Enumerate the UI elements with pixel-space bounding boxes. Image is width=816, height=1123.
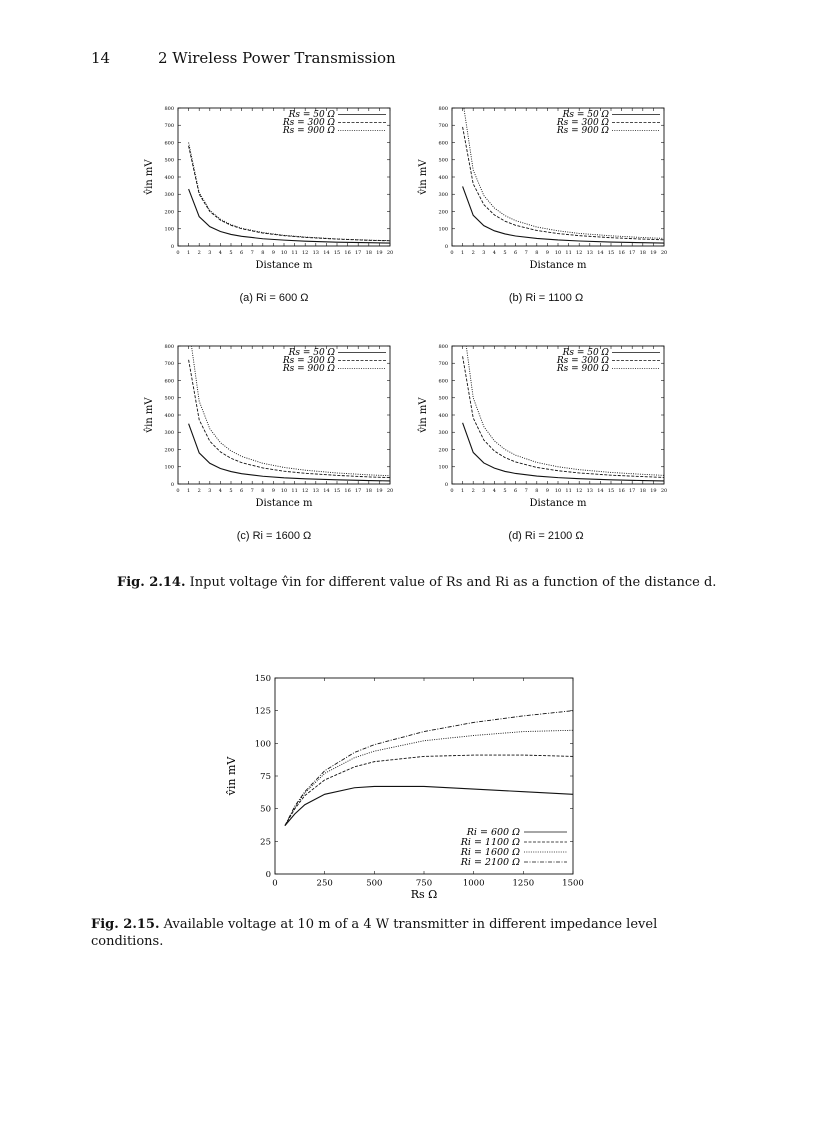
series-line-2 <box>463 127 664 240</box>
series-line-2 <box>285 755 573 826</box>
x-tick-label: 16 <box>618 488 625 494</box>
x-tick-label: 0 <box>176 250 180 256</box>
x-tick-label: 9 <box>545 250 549 256</box>
x-tick-label: 16 <box>618 250 625 256</box>
subplot-a <box>138 100 400 275</box>
x-tick-label: 3 <box>482 488 486 494</box>
figure-2-14-text: Input voltage v̂in for different value of Rs and Ri as a function of the distance d. <box>189 575 717 590</box>
y-tick-label: 300 <box>438 192 448 198</box>
chart-c <box>138 338 400 513</box>
y-tick-label: 25 <box>260 837 271 848</box>
x-tick-label: 3 <box>208 488 212 494</box>
x-tick-label: 19 <box>376 488 383 494</box>
y-tick-label: 100 <box>164 464 174 471</box>
x-tick-label: 18 <box>365 488 372 494</box>
x-tick-label: 11 <box>565 488 572 494</box>
subcaption-d: (d) Ri = 2100 Ω <box>508 530 584 542</box>
y-tick-label: 500 <box>164 395 174 402</box>
y-tick-label: 600 <box>164 378 174 385</box>
legend <box>282 348 386 374</box>
y-tick-label: 100 <box>164 226 174 233</box>
x-tick-label: 10 <box>554 488 562 494</box>
x-tick-label: 10 <box>554 250 562 256</box>
legend-label: Rs = 50 Ω <box>288 110 335 120</box>
y-tick-label: 300 <box>164 192 174 198</box>
subcaption-b: (b) Ri = 1100 Ω <box>508 292 584 304</box>
x-tick-label: 1 <box>187 488 191 494</box>
series-line-1 <box>463 423 664 481</box>
x-tick-label: 1 <box>187 250 191 256</box>
legend-label: Rs = 900 Ω <box>282 126 335 136</box>
figure-2-15-caption <box>91 916 731 950</box>
figure-2-14-caption <box>117 574 717 591</box>
legend <box>460 827 567 868</box>
x-tick-label: 12 <box>576 488 583 494</box>
x-tick-label: 1000 <box>462 878 485 889</box>
y-tick-label: 800 <box>438 343 448 350</box>
legend <box>282 110 386 136</box>
y-tick-label: 800 <box>164 343 174 350</box>
x-tick-label: 7 <box>250 250 254 256</box>
x-tick-label: 2 <box>471 250 475 256</box>
chart-a <box>138 100 400 275</box>
x-tick-label: 14 <box>323 250 330 256</box>
x-axis-label: Distance m <box>255 498 313 509</box>
y-tick-label: 300 <box>164 430 174 436</box>
y-tick-label: 200 <box>164 209 174 216</box>
x-tick-label: 1 <box>461 250 465 256</box>
x-tick-label: 15 <box>333 250 341 256</box>
x-axis-label: Rs Ω <box>410 888 438 901</box>
x-tick-label: 3 <box>482 250 486 256</box>
x-tick-label: 9 <box>271 250 275 256</box>
x-tick-label: 7 <box>250 488 254 494</box>
y-tick-label: 0 <box>170 243 174 250</box>
page-number: 14 <box>91 49 111 67</box>
x-tick-label: 6 <box>514 488 518 494</box>
x-tick-label: 19 <box>650 250 657 256</box>
x-tick-label: 0 <box>450 250 454 256</box>
y-tick-label: 600 <box>164 140 174 147</box>
legend-label: Ri = 2100 Ω <box>460 857 520 868</box>
y-tick-label: 700 <box>164 123 174 129</box>
x-tick-label: 4 <box>218 488 222 494</box>
series-line-2 <box>463 356 664 477</box>
y-axis-label: v̂in mV <box>418 397 429 433</box>
y-tick-label: 500 <box>164 157 174 164</box>
x-tick-label: 13 <box>586 488 593 494</box>
x-tick-label: 8 <box>535 250 539 256</box>
x-tick-label: 19 <box>650 488 657 494</box>
y-tick-label: 0 <box>444 481 448 488</box>
y-tick-label: 800 <box>438 105 448 112</box>
series-line-2 <box>189 146 390 241</box>
series-line-1 <box>285 786 573 825</box>
x-tick-label: 1250 <box>512 878 535 889</box>
x-tick-label: 14 <box>597 250 604 256</box>
x-tick-label: 6 <box>514 250 518 256</box>
subplot-d <box>412 338 674 513</box>
plot-area <box>438 344 667 494</box>
x-tick-label: 10 <box>280 488 288 494</box>
y-tick-label: 0 <box>170 481 174 488</box>
x-tick-label: 12 <box>576 250 583 256</box>
legend-label: Rs = 900 Ω <box>556 126 609 136</box>
figure-2-15-text: Available voltage at 10 m of a 4 W transmitter in different impedance level conditions. <box>91 917 658 949</box>
series-line-1 <box>189 424 390 481</box>
x-tick-label: 12 <box>302 488 309 494</box>
x-tick-label: 13 <box>586 250 593 256</box>
y-tick-label: 0 <box>265 869 271 880</box>
x-tick-label: 13 <box>312 488 319 494</box>
x-tick-label: 2 <box>197 488 201 494</box>
plot-area <box>255 674 584 889</box>
series-line-1 <box>189 189 390 243</box>
y-tick-label: 300 <box>438 430 448 436</box>
y-tick-label: 600 <box>438 140 448 147</box>
legend-label: Rs = 900 Ω <box>556 364 609 374</box>
x-tick-label: 18 <box>639 250 646 256</box>
x-tick-label: 6 <box>240 488 244 494</box>
x-tick-label: 0 <box>450 488 454 494</box>
x-tick-label: 13 <box>312 250 319 256</box>
x-tick-label: 2 <box>197 250 201 256</box>
y-tick-label: 125 <box>254 706 271 717</box>
y-tick-label: 800 <box>164 105 174 112</box>
legend-label: Rs = 300 Ω <box>282 356 335 366</box>
x-tick-label: 20 <box>660 250 668 256</box>
figure-2-14-label: Fig. 2.14. <box>117 575 186 590</box>
x-tick-label: 20 <box>386 250 394 256</box>
subcaption-a: (a) Ri = 600 Ω <box>239 292 309 304</box>
legend <box>556 110 660 136</box>
y-tick-label: 600 <box>438 378 448 385</box>
x-tick-label: 11 <box>565 250 572 256</box>
y-axis-label: v̂in mV <box>144 159 155 195</box>
legend <box>556 348 660 374</box>
subplot-b <box>412 100 674 275</box>
legend-label: Rs = 50 Ω <box>562 110 609 120</box>
legend-label: Rs = 300 Ω <box>282 118 335 128</box>
series-line-2 <box>189 360 390 478</box>
x-tick-label: 750 <box>415 878 433 889</box>
x-tick-label: 9 <box>545 488 549 494</box>
legend-label: Ri = 600 Ω <box>466 827 520 838</box>
x-tick-label: 5 <box>229 488 233 494</box>
page-header <box>0 49 816 71</box>
series-group <box>463 318 664 481</box>
x-axis-label: Distance m <box>255 260 313 271</box>
x-tick-label: 8 <box>261 250 265 256</box>
y-tick-label: 700 <box>164 361 174 367</box>
x-tick-label: 11 <box>291 250 298 256</box>
figure-2-15-plot <box>220 670 590 900</box>
x-tick-label: 17 <box>355 250 362 256</box>
x-axis-label: Distance m <box>529 260 587 271</box>
y-tick-label: 0 <box>444 243 448 250</box>
x-tick-label: 0 <box>272 878 278 889</box>
y-tick-label: 200 <box>438 209 448 216</box>
y-tick-label: 150 <box>254 673 271 684</box>
x-tick-label: 6 <box>240 250 244 256</box>
y-axis-label: v̂in mV <box>418 159 429 195</box>
x-tick-label: 7 <box>524 250 528 256</box>
x-tick-label: 12 <box>302 250 309 256</box>
x-tick-label: 9 <box>271 488 275 494</box>
y-tick-label: 400 <box>164 412 174 419</box>
x-tick-label: 20 <box>660 488 668 494</box>
legend-label: Rs = 300 Ω <box>556 356 609 366</box>
x-tick-label: 5 <box>229 250 233 256</box>
y-tick-label: 400 <box>164 174 174 181</box>
y-axis-label: v̂in mV <box>144 397 155 433</box>
y-tick-label: 200 <box>438 447 448 454</box>
x-tick-label: 8 <box>535 488 539 494</box>
subplot-c <box>138 338 400 513</box>
x-tick-label: 1 <box>461 488 465 494</box>
x-tick-label: 15 <box>607 250 615 256</box>
legend-label: Rs = 300 Ω <box>556 118 609 128</box>
series-group <box>189 142 390 243</box>
x-tick-label: 7 <box>524 488 528 494</box>
x-tick-label: 16 <box>344 488 351 494</box>
x-tick-label: 0 <box>176 488 180 494</box>
x-tick-label: 5 <box>503 250 507 256</box>
x-tick-label: 1500 <box>562 878 584 889</box>
x-tick-label: 19 <box>376 250 383 256</box>
x-tick-label: 250 <box>316 878 333 889</box>
legend-label: Ri = 1100 Ω <box>460 837 520 848</box>
x-tick-label: 4 <box>218 250 222 256</box>
x-tick-label: 15 <box>607 488 615 494</box>
x-tick-label: 4 <box>492 250 496 256</box>
x-tick-label: 14 <box>323 488 330 494</box>
x-tick-label: 5 <box>503 488 507 494</box>
legend-label: Ri = 1600 Ω <box>460 847 520 858</box>
y-tick-label: 400 <box>438 412 448 419</box>
legend-label: Rs = 50 Ω <box>562 348 609 358</box>
subcaption-c: (c) Ri = 1600 Ω <box>236 530 312 542</box>
x-tick-label: 14 <box>597 488 604 494</box>
x-tick-label: 17 <box>355 488 362 494</box>
x-tick-label: 500 <box>366 878 383 889</box>
x-tick-label: 3 <box>208 250 212 256</box>
y-tick-label: 100 <box>254 739 271 750</box>
y-tick-label: 400 <box>438 174 448 181</box>
x-tick-label: 20 <box>386 488 394 494</box>
y-tick-label: 50 <box>260 804 271 815</box>
x-tick-label: 8 <box>261 488 265 494</box>
x-tick-label: 15 <box>333 488 341 494</box>
y-axis-label: v̂in mV <box>225 756 238 796</box>
x-axis-label: Distance m <box>529 498 587 509</box>
y-tick-label: 500 <box>438 395 448 402</box>
y-tick-label: 700 <box>438 123 448 129</box>
y-tick-label: 500 <box>438 157 448 164</box>
figure-2-15-label: Fig. 2.15. <box>91 917 160 932</box>
series-line-4 <box>285 711 573 826</box>
y-tick-label: 100 <box>438 464 448 471</box>
x-tick-label: 17 <box>629 250 636 256</box>
running-title: 2 Wireless Power Transmission <box>158 49 396 67</box>
x-tick-label: 18 <box>365 250 372 256</box>
plot-area <box>164 106 393 256</box>
x-tick-label: 17 <box>629 488 636 494</box>
chart-b <box>412 100 674 275</box>
series-line-3 <box>189 143 390 241</box>
y-tick-label: 75 <box>260 771 271 782</box>
series-line-3 <box>463 318 664 475</box>
y-tick-label: 100 <box>438 226 448 233</box>
series-group <box>285 711 573 826</box>
y-tick-label: 700 <box>438 361 448 367</box>
x-tick-label: 18 <box>639 488 646 494</box>
x-tick-label: 2 <box>471 488 475 494</box>
chart-fig215 <box>220 670 590 900</box>
x-tick-label: 16 <box>344 250 351 256</box>
x-tick-label: 11 <box>291 488 298 494</box>
plot-frame <box>275 678 573 874</box>
series-line-1 <box>463 186 664 243</box>
legend-label: Rs = 50 Ω <box>288 348 335 358</box>
legend-label: Rs = 900 Ω <box>282 364 335 374</box>
x-tick-label: 4 <box>492 488 496 494</box>
x-tick-label: 10 <box>280 250 288 256</box>
chart-d <box>412 338 674 513</box>
y-tick-label: 200 <box>164 447 174 454</box>
